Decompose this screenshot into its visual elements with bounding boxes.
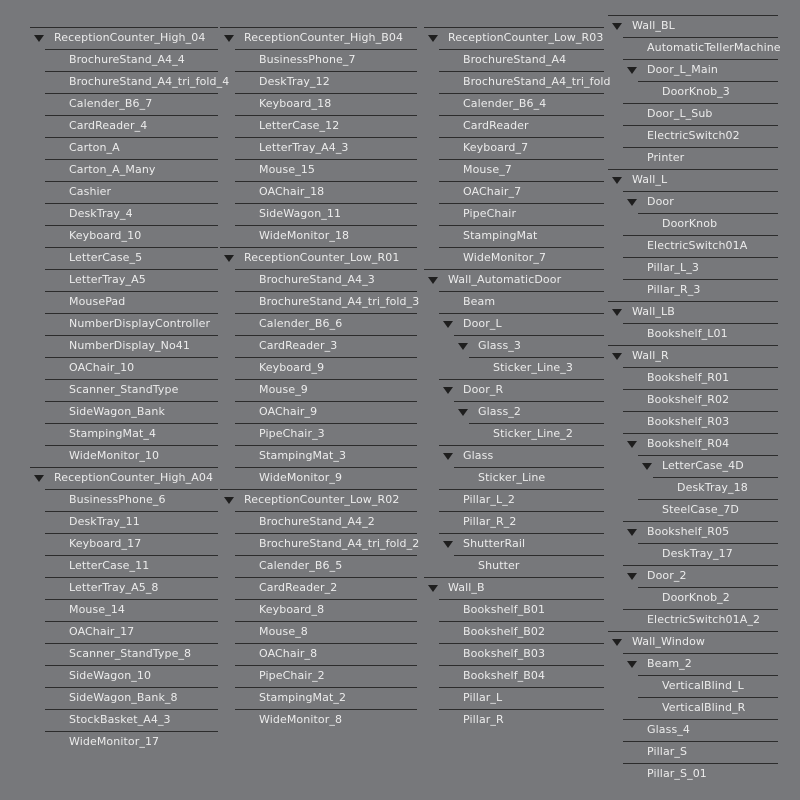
- outliner-item-label: ReceptionCounter_High_B04: [244, 31, 404, 44]
- outliner-item-label: CardReader_3: [259, 339, 338, 352]
- outliner-item-label: Wall_B: [448, 581, 485, 594]
- outliner-item-scanner-standtype-8[interactable]: [45, 643, 218, 664]
- outliner-item-label: LetterTray_A4_3: [259, 141, 349, 154]
- outliner-item-electricswitch01a-2[interactable]: [623, 609, 778, 630]
- outliner-item-wall-window[interactable]: [608, 631, 778, 652]
- outliner-item-desktray-4[interactable]: [45, 203, 218, 224]
- outliner-item-label: Wall_R: [632, 349, 669, 362]
- outliner-item-label: BrochureStand_A4_4: [69, 53, 185, 66]
- outliner-item-label: Door_L: [463, 317, 502, 330]
- outliner-item-label: ReceptionCounter_Low_R01: [244, 251, 400, 264]
- outliner-item-brochurestand-a4-4[interactable]: [45, 49, 218, 70]
- outliner-item-label: CardReader_2: [259, 581, 338, 594]
- expand-triangle-icon[interactable]: [642, 463, 652, 470]
- outliner-item-label: BrochureStand_A4: [463, 53, 567, 66]
- outliner-item-label: Calender_B6_5: [259, 559, 343, 572]
- expand-triangle-icon[interactable]: [443, 453, 453, 460]
- outliner-item-label: Door_L_Sub: [647, 107, 713, 120]
- expand-triangle-icon[interactable]: [224, 497, 234, 504]
- outliner-item-label: PipeChair: [463, 207, 517, 220]
- outliner-item-lettercase-4d[interactable]: [638, 455, 778, 476]
- outliner-item-carton-a[interactable]: [45, 137, 218, 158]
- outliner-item-widemonitor-8[interactable]: [235, 709, 417, 730]
- expand-triangle-icon[interactable]: [428, 35, 438, 42]
- outliner-item-carton-a-many[interactable]: [45, 159, 218, 180]
- outliner-item-desktray-12[interactable]: [235, 71, 417, 92]
- outliner-item-lettercase-12[interactable]: [235, 115, 417, 136]
- outliner-item-widemonitor-9[interactable]: [235, 467, 417, 488]
- expand-triangle-icon[interactable]: [224, 255, 234, 262]
- outliner-item-oachair-18[interactable]: [235, 181, 417, 202]
- outliner-item-bookshelf-b02[interactable]: [439, 621, 604, 642]
- outliner-item-label: Beam: [463, 295, 496, 308]
- outliner-item-bookshelf-r04[interactable]: [623, 433, 778, 454]
- expand-triangle-icon[interactable]: [627, 441, 637, 448]
- outliner-item-stockbasket-a4-3[interactable]: [45, 709, 218, 730]
- outliner-item-brochurestand-a4-2[interactable]: [235, 511, 417, 532]
- outliner-item-mouse-7[interactable]: [439, 159, 604, 180]
- outliner-item-keyboard-9[interactable]: [235, 357, 417, 378]
- expand-triangle-icon[interactable]: [224, 35, 234, 42]
- outliner-item-label: Bookshelf_B04: [463, 669, 546, 682]
- outliner-item-glass-3[interactable]: [454, 335, 604, 356]
- outliner-item-door-l-sub[interactable]: [623, 103, 778, 124]
- outliner-item-label: NumberDisplay_No41: [69, 339, 190, 352]
- outliner-item-label: OAChair_17: [69, 625, 135, 638]
- outliner-item-automatictellermachine[interactable]: [623, 37, 781, 58]
- outliner-item-label: DeskTray_17: [662, 547, 733, 560]
- outliner-item-label: Glass_3: [478, 339, 521, 352]
- expand-triangle-icon[interactable]: [34, 475, 44, 482]
- outliner-item-mouse-15[interactable]: [235, 159, 417, 180]
- outliner-item-label: ElectricSwitch01A_2: [647, 613, 761, 626]
- outliner-item-label: Keyboard_9: [259, 361, 325, 374]
- outliner-item-keyboard-10[interactable]: [45, 225, 218, 246]
- outliner-item-label: Wall_Window: [632, 635, 705, 648]
- outliner-item-cashier[interactable]: [45, 181, 218, 202]
- outliner-item-keyboard-18[interactable]: [235, 93, 417, 114]
- outliner-item-beam[interactable]: [439, 291, 604, 312]
- outliner-item-pillar-r-3[interactable]: [623, 279, 778, 300]
- outliner-item-stampingmat-2[interactable]: [235, 687, 417, 708]
- outliner-item-label: ElectricSwitch02: [647, 129, 740, 142]
- outliner-item-label: WideMonitor_7: [463, 251, 547, 264]
- expand-triangle-icon[interactable]: [443, 387, 453, 394]
- outliner-item-oachair-7[interactable]: [439, 181, 604, 202]
- outliner-item-label: OAChair_18: [259, 185, 325, 198]
- outliner-item-label: Sticker_Line: [478, 471, 546, 484]
- outliner-item-label: BrochureStand_A4_2: [259, 515, 375, 528]
- expand-triangle-icon[interactable]: [612, 353, 622, 360]
- outliner-item-bookshelf-b01[interactable]: [439, 599, 604, 620]
- outliner-item-label: BusinessPhone_7: [259, 53, 356, 66]
- outliner-item-scanner-standtype[interactable]: [45, 379, 218, 400]
- outliner-item-cardreader-2[interactable]: [235, 577, 417, 598]
- outliner-item-label: Bookshelf_R02: [647, 393, 730, 406]
- outliner-item-label: StampingMat_2: [259, 691, 347, 704]
- outliner-item-label: NumberDisplayController: [69, 317, 211, 330]
- outliner-item-keyboard-7[interactable]: [439, 137, 604, 158]
- outliner-item-widemonitor-7[interactable]: [439, 247, 604, 268]
- outliner-item-label: Glass_4: [647, 723, 690, 736]
- outliner-item-label: Pillar_R_3: [647, 283, 701, 296]
- outliner-item-calender-b6-6[interactable]: [235, 313, 417, 334]
- outliner-item-label: Calender_B6_4: [463, 97, 547, 110]
- outliner-item-pillar-l-2[interactable]: [439, 489, 604, 510]
- outliner-item-electricswitch01a[interactable]: [623, 235, 778, 256]
- outliner-item-brochurestand-a4[interactable]: [439, 49, 604, 70]
- outliner-item-pillar-l-3[interactable]: [623, 257, 778, 278]
- outliner-item-label: Mouse_8: [259, 625, 308, 638]
- outliner-item-wall-l[interactable]: [608, 169, 778, 190]
- outliner-item-brochurestand-a4-tri-fold[interactable]: [439, 71, 611, 92]
- outliner-item-label: Mouse_14: [69, 603, 125, 616]
- outliner-item-label: MousePad: [69, 295, 126, 308]
- outliner-item-label: Glass: [463, 449, 494, 462]
- outliner-item-mouse-9[interactable]: [235, 379, 417, 400]
- outliner-item-label: BrochureStand_A4_tri_fold_2: [259, 537, 420, 550]
- outliner-item-label: ReceptionCounter_High_A04: [54, 471, 214, 484]
- outliner-item-label: Carton_A: [69, 141, 120, 154]
- outliner-item-brochurestand-a4-tri-fold-3[interactable]: [235, 291, 420, 312]
- outliner-item-label: Carton_A_Many: [69, 163, 156, 176]
- outliner-item-label: Mouse_7: [463, 163, 512, 176]
- outliner-item-stampingmat[interactable]: [439, 225, 604, 246]
- outliner-item-brochurestand-a4-3[interactable]: [235, 269, 417, 290]
- outliner-item-door-l[interactable]: [439, 313, 604, 334]
- expand-triangle-icon[interactable]: [612, 23, 622, 30]
- outliner-item-pillar-s-01[interactable]: [623, 763, 778, 784]
- outliner-item-lettertray-a5-8[interactable]: [45, 577, 218, 598]
- outliner-item-wall-bl[interactable]: [608, 15, 778, 36]
- outliner-item-lettertray-a4-3[interactable]: [235, 137, 417, 158]
- outliner-item-label: Door_L_Main: [647, 63, 718, 76]
- outliner-item-pipechair[interactable]: [439, 203, 604, 224]
- outliner-item-sticker-line-3[interactable]: [469, 357, 604, 378]
- outliner-item-receptioncounter-low-r02[interactable]: [220, 489, 417, 510]
- outliner-item-label: DoorKnob_2: [662, 591, 730, 604]
- outliner-item-label: Keyboard_18: [259, 97, 332, 110]
- outliner-item-label: Wall_AutomaticDoor: [448, 273, 562, 286]
- outliner-item-bookshelf-r01[interactable]: [623, 367, 778, 388]
- outliner-item-doorknob-3[interactable]: [638, 81, 778, 102]
- outliner-item-door-r[interactable]: [439, 379, 604, 400]
- outliner-item-wall-lb[interactable]: [608, 301, 778, 322]
- outliner-item-label: PipeChair_2: [259, 669, 325, 682]
- outliner-item-label: SideWagon_Bank_8: [69, 691, 178, 704]
- outliner-item-label: SideWagon_11: [259, 207, 342, 220]
- outliner-item-wall-b[interactable]: [424, 577, 604, 598]
- outliner-item-businessphone-7[interactable]: [235, 49, 417, 70]
- outliner-item-sidewagon-11[interactable]: [235, 203, 417, 224]
- outliner-item-label: Cashier: [69, 185, 112, 198]
- outliner-item-lettercase-5[interactable]: [45, 247, 218, 268]
- outliner-item-label: Glass_2: [478, 405, 521, 418]
- outliner-item-sidewagon-bank-8[interactable]: [45, 687, 218, 708]
- outliner-item-label: LetterCase_5: [69, 251, 143, 264]
- outliner-item-pipechair-2[interactable]: [235, 665, 417, 686]
- expand-triangle-icon[interactable]: [428, 277, 438, 284]
- outliner-item-steelcase-7d[interactable]: [638, 499, 778, 520]
- outliner-item-bookshelf-l01[interactable]: [623, 323, 778, 344]
- outliner-item-label: AutomaticTellerMachine: [647, 41, 781, 54]
- outliner-item-label: OAChair_10: [69, 361, 135, 374]
- outliner-item-label: Door: [647, 195, 674, 208]
- outliner-item-label: DeskTray_18: [677, 481, 748, 494]
- outliner-item-label: Door_R: [463, 383, 504, 396]
- outliner-item-oachair-9[interactable]: [235, 401, 417, 422]
- outliner-item-label: LetterCase_12: [259, 119, 340, 132]
- outliner-item-bookshelf-r05[interactable]: [623, 521, 778, 542]
- outliner-item-label: Shutter: [478, 559, 520, 572]
- outliner-item-numberdisplaycontroller[interactable]: [45, 313, 218, 334]
- outliner-item-label: ReceptionCounter_High_04: [54, 31, 206, 44]
- outliner-item-door[interactable]: [623, 191, 778, 212]
- outliner-item-stampingmat-3[interactable]: [235, 445, 417, 466]
- outliner-item-stampingmat-4[interactable]: [45, 423, 218, 444]
- outliner-item-cardreader-3[interactable]: [235, 335, 417, 356]
- outliner-item-label: Pillar_R_2: [463, 515, 517, 528]
- outliner-item-verticalblind-r[interactable]: [638, 697, 778, 718]
- outliner-item-keyboard-17[interactable]: [45, 533, 218, 554]
- outliner-item-label: WideMonitor_10: [69, 449, 160, 462]
- outliner-column-3: [424, 27, 611, 731]
- outliner-item-sticker-line-2[interactable]: [469, 423, 604, 444]
- outliner-item-oachair-8[interactable]: [235, 643, 417, 664]
- outliner-item-label: SideWagon_Bank: [69, 405, 165, 418]
- outliner-item-label: Calender_B6_7: [69, 97, 153, 110]
- outliner-item-pillar-r[interactable]: [439, 709, 604, 730]
- outliner-item-label: Pillar_S_01: [647, 767, 707, 780]
- outliner-item-bookshelf-b03[interactable]: [439, 643, 604, 664]
- outliner-item-sticker-line[interactable]: [454, 467, 604, 488]
- outliner-item-doorknob[interactable]: [638, 213, 778, 234]
- expand-triangle-icon[interactable]: [34, 35, 44, 42]
- outliner-item-label: BrochureStand_A4_tri_fold_3: [259, 295, 420, 308]
- outliner-item-label: Wall_L: [632, 173, 668, 186]
- outliner-item-label: ElectricSwitch01A: [647, 239, 748, 252]
- outliner-item-keyboard-8[interactable]: [235, 599, 417, 620]
- outliner-item-label: LetterCase_4D: [662, 459, 744, 472]
- outliner-item-label: Sticker_Line_3: [493, 361, 573, 374]
- expand-triangle-icon[interactable]: [627, 661, 637, 668]
- outliner-item-label: Beam_2: [647, 657, 692, 670]
- outliner-item-label: Sticker_Line_2: [493, 427, 573, 440]
- expand-triangle-icon[interactable]: [458, 343, 468, 350]
- outliner-item-label: Bookshelf_B02: [463, 625, 546, 638]
- outliner-item-oachair-17[interactable]: [45, 621, 218, 642]
- outliner-item-label: Printer: [647, 151, 685, 164]
- outliner-item-brochurestand-a4-tri-fold-4[interactable]: [45, 71, 230, 92]
- outliner-item-widemonitor-18[interactable]: [235, 225, 417, 246]
- expand-triangle-icon[interactable]: [443, 321, 453, 328]
- expand-triangle-icon[interactable]: [443, 541, 453, 548]
- outliner-item-electricswitch02[interactable]: [623, 125, 778, 146]
- outliner-item-label: Bookshelf_B03: [463, 647, 546, 660]
- outliner-item-bookshelf-r02[interactable]: [623, 389, 778, 410]
- outliner-item-pipechair-3[interactable]: [235, 423, 417, 444]
- expand-triangle-icon[interactable]: [612, 639, 622, 646]
- outliner-item-mousepad[interactable]: [45, 291, 218, 312]
- outliner-item-label: VerticalBlind_R: [662, 701, 746, 714]
- outliner-item-label: SteelCase_7D: [662, 503, 739, 516]
- outliner-item-label: LetterTray_A5_8: [69, 581, 159, 594]
- outliner-item-desktray-17[interactable]: [638, 543, 778, 564]
- outliner-item-label: Pillar_L: [463, 691, 503, 704]
- outliner-column-4: [608, 15, 781, 785]
- outliner-item-label: Wall_BL: [632, 19, 675, 32]
- outliner-item-label: DoorKnob: [662, 217, 718, 230]
- outliner-item-label: Keyboard_17: [69, 537, 142, 550]
- outliner-item-label: Scanner_StandType: [69, 383, 179, 396]
- outliner-item-label: ShutterRail: [463, 537, 526, 550]
- outliner-item-pillar-r-2[interactable]: [439, 511, 604, 532]
- outliner-item-label: Calender_B6_6: [259, 317, 343, 330]
- outliner-item-label: Keyboard_7: [463, 141, 529, 154]
- outliner-item-label: VerticalBlind_L: [662, 679, 744, 692]
- outliner-item-label: OAChair_9: [259, 405, 318, 418]
- expand-triangle-icon[interactable]: [627, 199, 637, 206]
- outliner-item-pillar-l[interactable]: [439, 687, 604, 708]
- outliner-item-label: PipeChair_3: [259, 427, 325, 440]
- outliner-item-sidewagon-10[interactable]: [45, 665, 218, 686]
- outliner-item-bookshelf-r03[interactable]: [623, 411, 778, 432]
- outliner-item-label: Pillar_S: [647, 745, 688, 758]
- outliner-item-label: BrochureStand_A4_tri_fold: [463, 75, 611, 88]
- outliner-item-label: SideWagon_10: [69, 669, 152, 682]
- outliner-item-oachair-10[interactable]: [45, 357, 218, 378]
- outliner-item-label: Door_2: [647, 569, 687, 582]
- outliner-item-printer[interactable]: [623, 147, 778, 168]
- outliner-item-label: DeskTray_11: [69, 515, 140, 528]
- outliner-item-mouse-8[interactable]: [235, 621, 417, 642]
- outliner-item-widemonitor-10[interactable]: [45, 445, 218, 466]
- outliner-item-glass-4[interactable]: [623, 719, 778, 740]
- outliner-item-doorknob-2[interactable]: [638, 587, 778, 608]
- outliner-item-label: CardReader: [463, 119, 529, 132]
- expand-triangle-icon[interactable]: [612, 309, 622, 316]
- expand-triangle-icon[interactable]: [458, 409, 468, 416]
- outliner-item-label: Keyboard_10: [69, 229, 142, 242]
- outliner-item-label: OAChair_8: [259, 647, 318, 660]
- outliner-item-numberdisplay-no41[interactable]: [45, 335, 218, 356]
- outliner-item-label: WideMonitor_8: [259, 713, 343, 726]
- outliner-item-label: BrochureStand_A4_tri_fold_4: [69, 75, 230, 88]
- outliner-item-label: StampingMat: [463, 229, 538, 242]
- outliner-item-label: Bookshelf_R01: [647, 371, 730, 384]
- outliner-item-glass[interactable]: [439, 445, 604, 466]
- outliner-column-2: [220, 27, 420, 731]
- outliner-item-wall-r[interactable]: [608, 345, 778, 366]
- outliner-item-label: WideMonitor_17: [69, 735, 160, 748]
- outliner-item-brochurestand-a4-tri-fold-2[interactable]: [235, 533, 420, 554]
- outliner-item-label: Scanner_StandType_8: [69, 647, 192, 660]
- outliner-item-label: Keyboard_8: [259, 603, 325, 616]
- outliner-item-glass-2[interactable]: [454, 401, 604, 422]
- outliner-item-label: WideMonitor_18: [259, 229, 350, 242]
- outliner-item-verticalblind-l[interactable]: [638, 675, 778, 696]
- outliner-item-wall-automaticdoor[interactable]: [424, 269, 604, 290]
- expand-triangle-icon[interactable]: [428, 585, 438, 592]
- outliner-item-label: ReceptionCounter_Low_R03: [448, 31, 604, 44]
- outliner-item-calender-b6-5[interactable]: [235, 555, 417, 576]
- outliner-item-cardreader-4[interactable]: [45, 115, 218, 136]
- outliner-item-label: DeskTray_12: [259, 75, 330, 88]
- expand-triangle-icon[interactable]: [627, 67, 637, 74]
- outliner-item-label: Bookshelf_R04: [647, 437, 730, 450]
- outliner-item-cardreader[interactable]: [439, 115, 604, 136]
- outliner-item-receptioncounter-low-r03[interactable]: [424, 27, 604, 48]
- outliner-item-lettertray-a5[interactable]: [45, 269, 218, 290]
- outliner-item-receptioncounter-high-04[interactable]: [30, 27, 218, 48]
- outliner-item-label: Bookshelf_R05: [647, 525, 730, 538]
- outliner-item-label: DoorKnob_3: [662, 85, 730, 98]
- outliner-item-calender-b6-7[interactable]: [45, 93, 218, 114]
- outliner-item-shutter[interactable]: [454, 555, 604, 576]
- outliner-item-label: Wall_LB: [632, 305, 675, 318]
- outliner-item-bookshelf-b04[interactable]: [439, 665, 604, 686]
- outliner-item-label: Pillar_R: [463, 713, 504, 726]
- outliner-item-door-l-main[interactable]: [623, 59, 778, 80]
- outliner-item-shutterrail[interactable]: [439, 533, 604, 554]
- outliner-item-label: CardReader_4: [69, 119, 148, 132]
- outliner-item-lettercase-11[interactable]: [45, 555, 218, 576]
- outliner-item-label: Mouse_9: [259, 383, 308, 396]
- outliner-item-widemonitor-17[interactable]: [45, 731, 218, 752]
- outliner-item-label: StampingMat_4: [69, 427, 157, 440]
- outliner-item-label: BrochureStand_A4_3: [259, 273, 375, 286]
- outliner-item-label: LetterTray_A5: [69, 273, 146, 286]
- outliner-item-label: Pillar_L_3: [647, 261, 699, 274]
- outliner-item-receptioncounter-high-b04[interactable]: [220, 27, 417, 48]
- outliner-item-label: Mouse_15: [259, 163, 315, 176]
- outliner-item-label: ReceptionCounter_Low_R02: [244, 493, 400, 506]
- outliner-column-1: [30, 27, 230, 753]
- outliner-item-desktray-18[interactable]: [653, 477, 778, 498]
- outliner-item-label: BusinessPhone_6: [69, 493, 166, 506]
- outliner-item-label: DeskTray_4: [69, 207, 133, 220]
- expand-triangle-icon[interactable]: [627, 529, 637, 536]
- outliner-item-mouse-14[interactable]: [45, 599, 218, 620]
- outliner-item-label: LetterCase_11: [69, 559, 150, 572]
- outliner-item-sidewagon-bank[interactable]: [45, 401, 218, 422]
- outliner-item-label: WideMonitor_9: [259, 471, 343, 484]
- outliner-item-calender-b6-4[interactable]: [439, 93, 604, 114]
- expand-triangle-icon[interactable]: [627, 573, 637, 580]
- outliner-item-desktray-11[interactable]: [45, 511, 218, 532]
- outliner-item-receptioncounter-high-a04[interactable]: [30, 467, 218, 488]
- expand-triangle-icon[interactable]: [612, 177, 622, 184]
- outliner-item-label: Pillar_L_2: [463, 493, 515, 506]
- outliner-item-pillar-s[interactable]: [623, 741, 778, 762]
- outliner-item-label: Bookshelf_L01: [647, 327, 728, 340]
- outliner-item-businessphone-6[interactable]: [45, 489, 218, 510]
- outliner-item-label: Bookshelf_R03: [647, 415, 730, 428]
- outliner-item-label: Bookshelf_B01: [463, 603, 546, 616]
- outliner-item-door-2[interactable]: [623, 565, 778, 586]
- outliner-item-label: OAChair_7: [463, 185, 522, 198]
- outliner-item-beam-2[interactable]: [623, 653, 778, 674]
- outliner-item-receptioncounter-low-r01[interactable]: [220, 247, 417, 268]
- outliner-item-label: StockBasket_A4_3: [69, 713, 171, 726]
- outliner-item-label: StampingMat_3: [259, 449, 347, 462]
